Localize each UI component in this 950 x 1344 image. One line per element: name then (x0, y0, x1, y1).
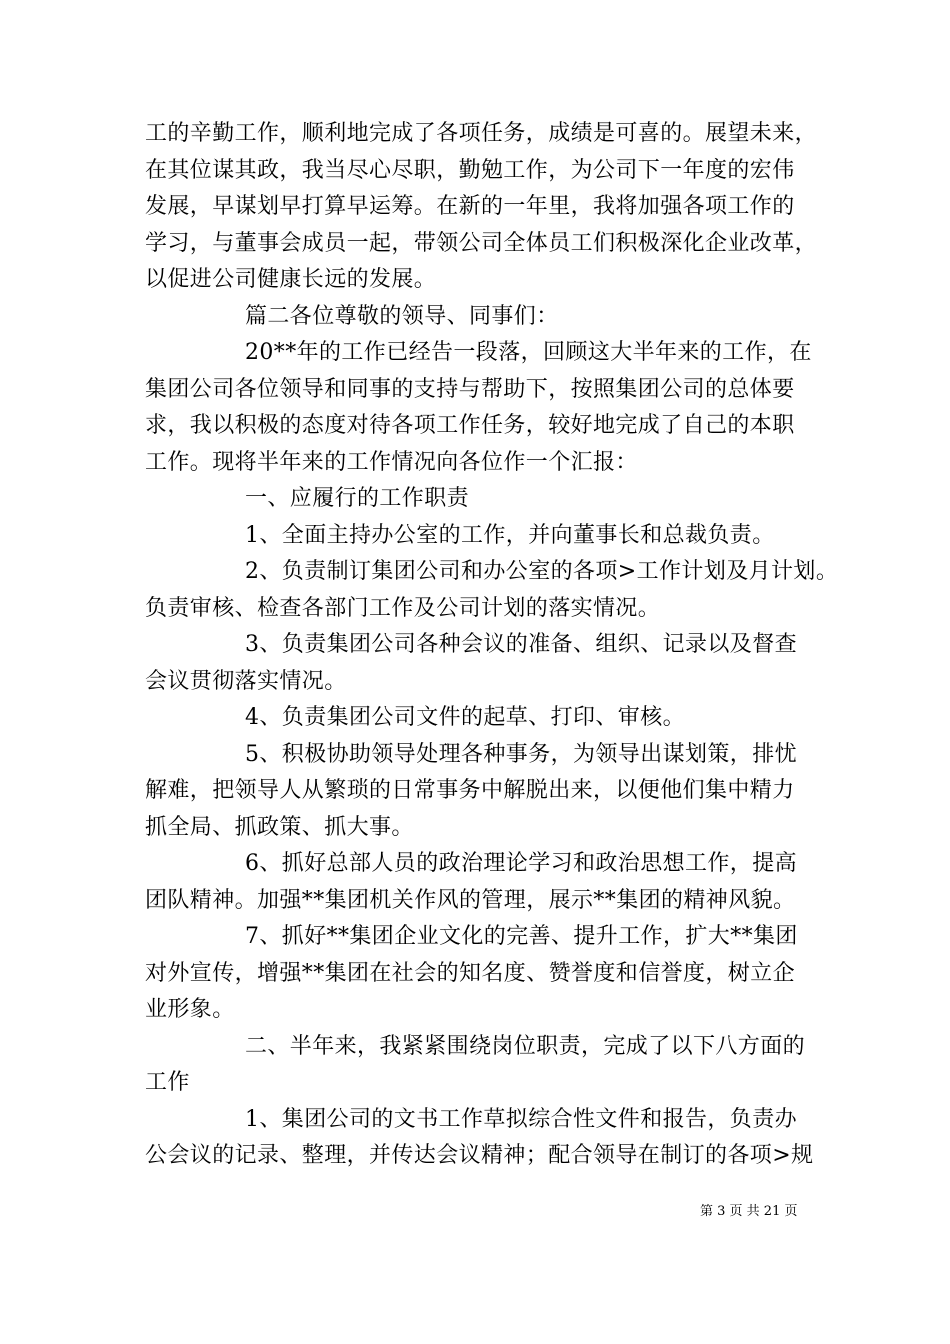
text-line: 20**年的工作已经告一段落，回顾这大半年来的工作，在 (245, 340, 812, 365)
text-line: 1、全面主持办公室的工作，并向董事长和总裁负责。 (245, 522, 775, 548)
text-line: 求，我以积极的态度对待各项工作任务，较好地完成了自己的本职 (145, 413, 795, 438)
text-line: 公会议的记录、整理，并传达会议精神；配合领导在制订的各项>规 (145, 1143, 814, 1168)
text-line: 5、积极协助领导处理各种事务，为领导出谋划策，排忧 (245, 741, 797, 767)
text-line: 7、抓好**集团企业文化的完善、提升工作，扩大**集团 (245, 924, 798, 949)
page-footer (700, 1203, 820, 1221)
text-line: 发展，早谋划早打算早运筹。在新的一年里，我将加强各项工作的 (145, 194, 795, 219)
text-line: 团队精神。加强**集团机关作风的管理，展示**集团的精神风貌。 (145, 887, 796, 913)
text-line: 4、负责集团公司文件的起草、打印、审核。 (245, 705, 685, 730)
text-line: 3、负责集团公司各种会议的准备、组织、记录以及督查 (245, 632, 797, 657)
text-line: 篇二各位尊敬的领导、同事们： (245, 303, 559, 329)
text-line: 工的辛勤工作，顺利地完成了各项任务，成绩是可喜的。展望未来， (145, 121, 818, 146)
text-line: 二、半年来，我紧紧围绕岗位职责，完成了以下八方面的 (245, 1033, 806, 1059)
text-line: 2、负责制订集团公司和办公室的各项>工作计划及月计划。 (245, 559, 839, 584)
text-line: 学习，与董事会成员一起，带领公司全体员工们积极深化企业改革， (145, 230, 818, 256)
text-line: 集团公司各位领导和同事的支持与帮助下，按照集团公司的总体要 (145, 376, 795, 402)
text-line: 业形象。 (145, 997, 235, 1022)
text-line: 以促进公司健康长远的发展。 (145, 267, 437, 292)
text-line: 对外宣传，增强**集团在社会的知名度、赞誉度和信誉度，树立企 (145, 960, 796, 986)
text-line: 解难，把领导人从繁琐的日常事务中解脱出来，以便他们集中精力 (145, 778, 795, 803)
text-line: 抓全局、抓政策、抓大事。 (145, 814, 414, 840)
text-line: 会议贯彻落实情况。 (145, 668, 347, 694)
text-line: 1、集团公司的文书工作草拟综合性文件和报告，负责办 (245, 1106, 797, 1132)
text-line: 工作 (145, 1070, 190, 1095)
text-line: 一、应履行的工作职责 (245, 486, 470, 511)
text-line: 在其位谋其政，我当尽心尽职，勤勉工作，为公司下一年度的宏伟 (145, 157, 795, 183)
text-line: 工作。现将半年来的工作情况向各位作一个汇报： (145, 449, 638, 475)
document-body (145, 116, 839, 1175)
page-number-label: 第 3 页 共 21 页 (700, 1204, 798, 1219)
text-line: 负责审核、检查各部门工作及公司计划的落实情况。 (145, 595, 661, 621)
text-line: 6、抓好总部人员的政治理论学习和政治思想工作，提高 (245, 851, 797, 876)
